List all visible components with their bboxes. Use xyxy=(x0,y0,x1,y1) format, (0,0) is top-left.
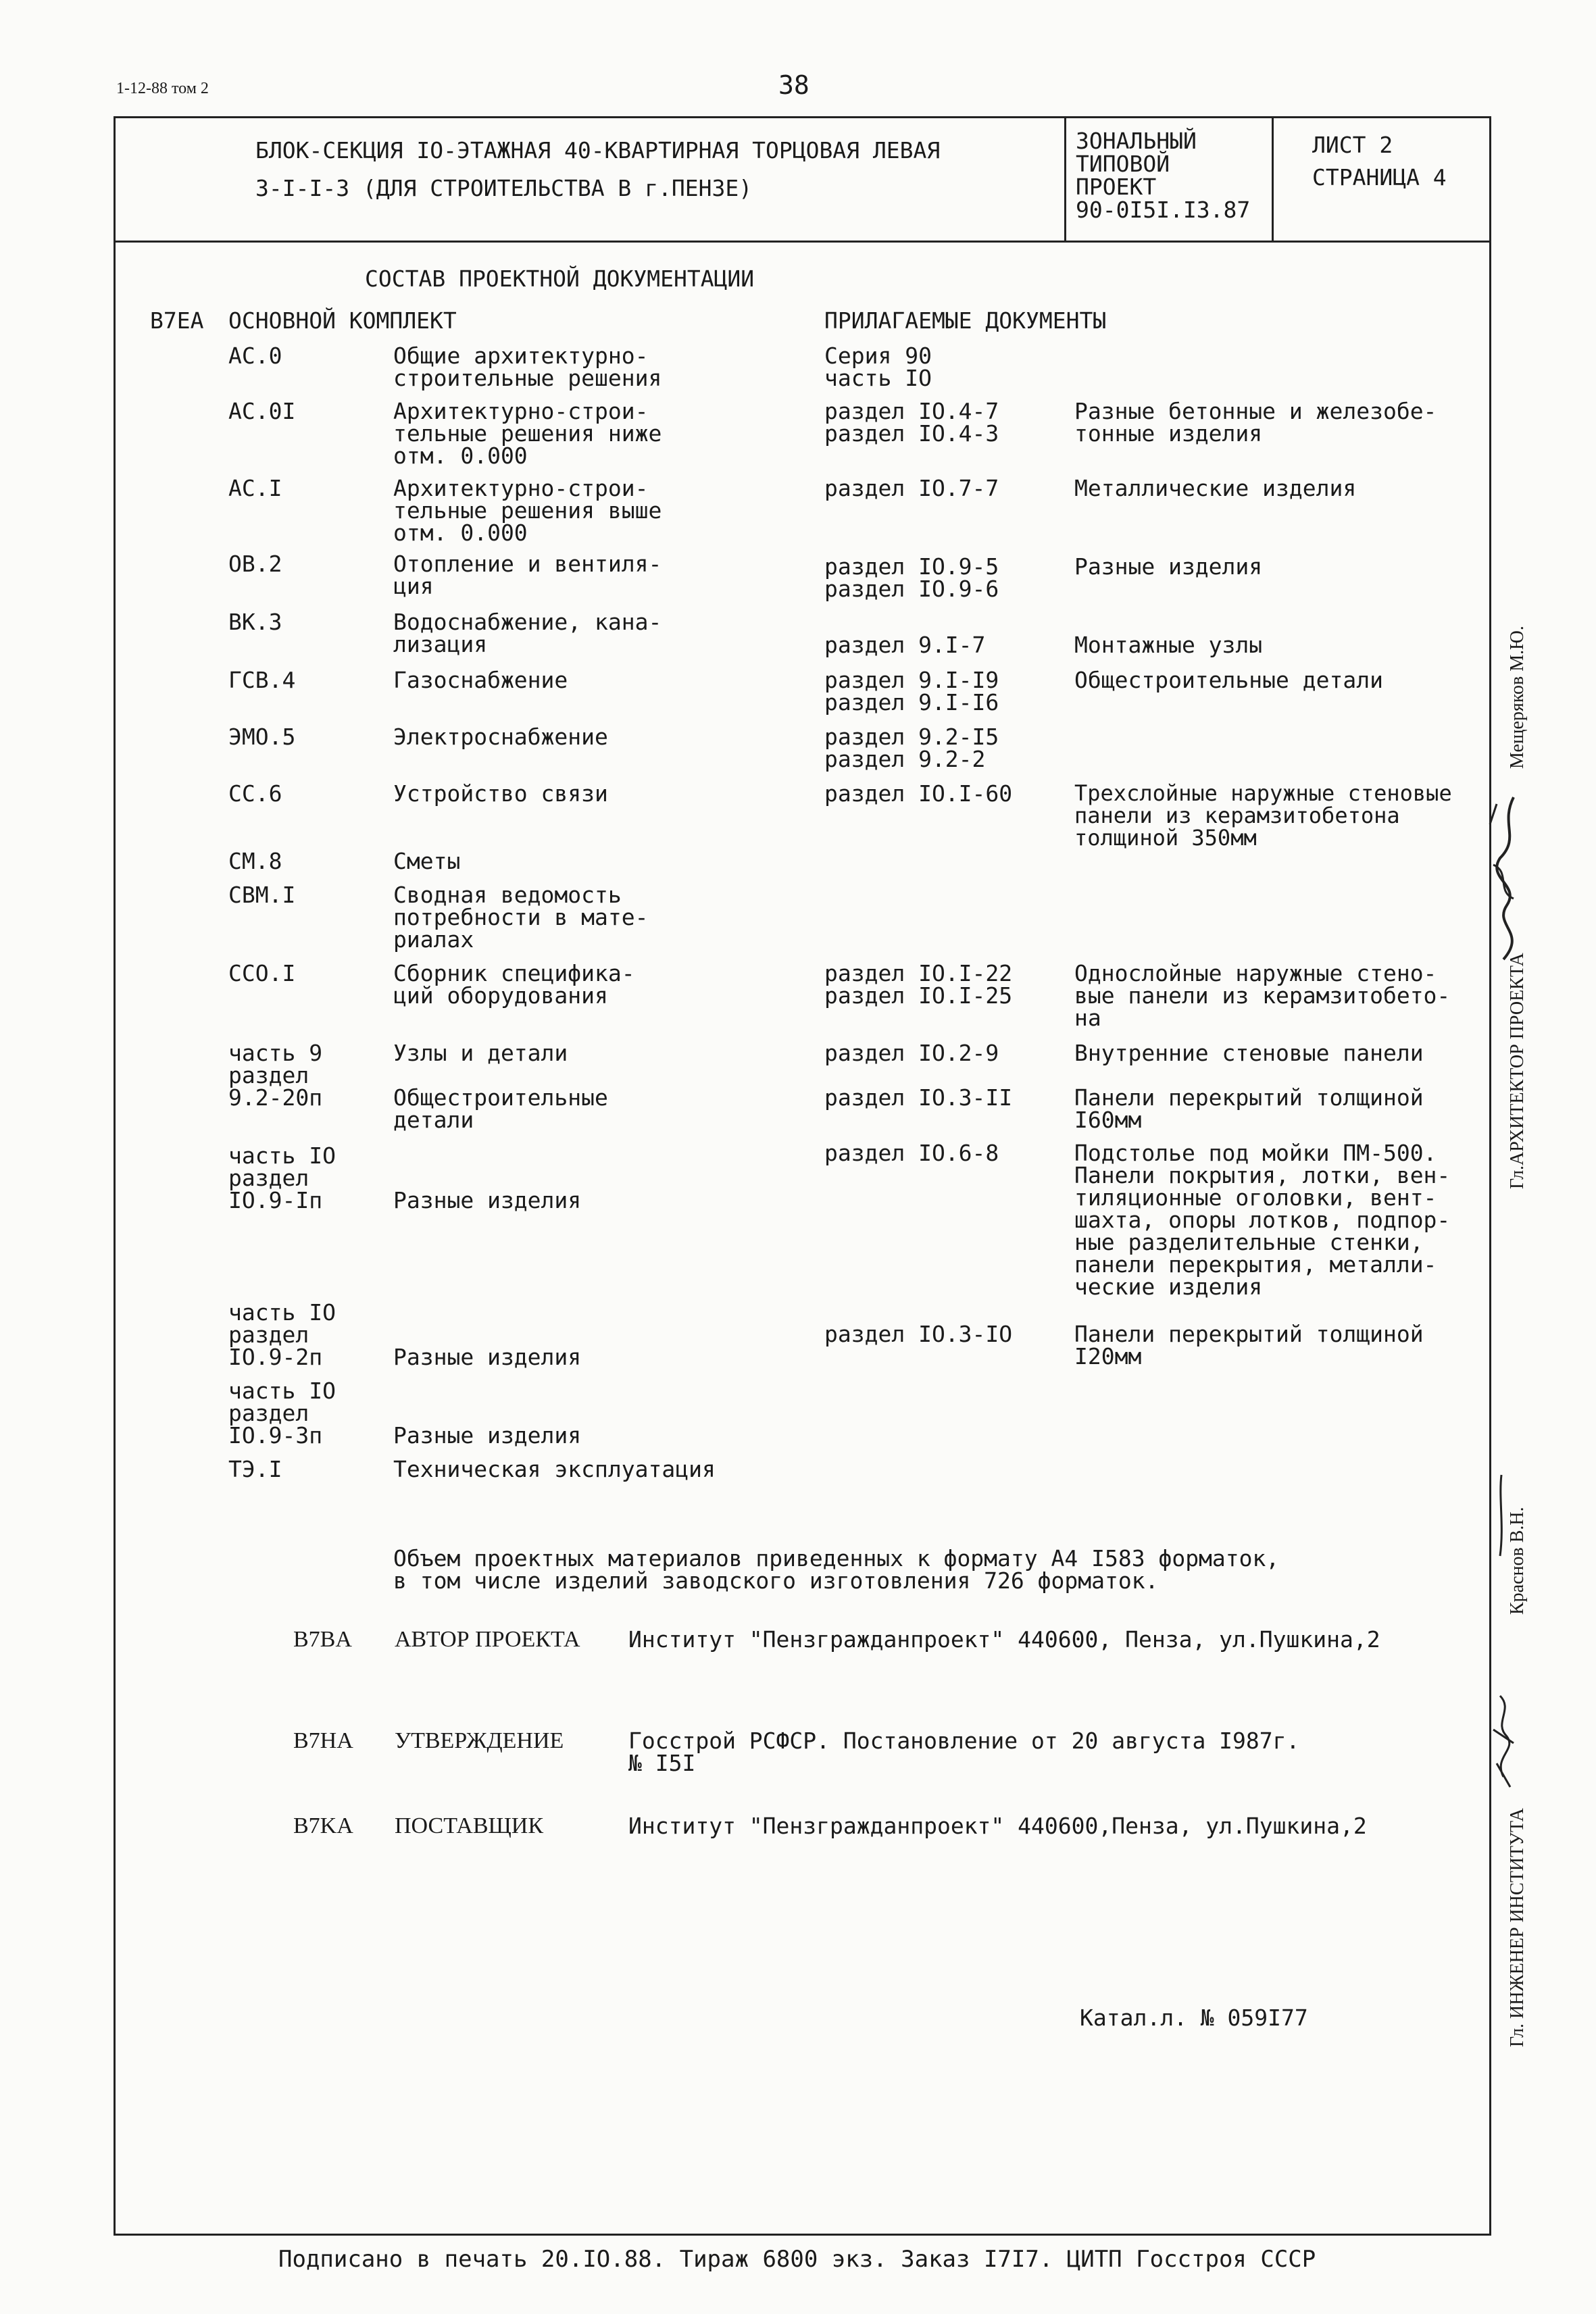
attached-ref: раздел 9.2-I5 раздел 9.2-2 xyxy=(824,724,999,772)
title-block-separator-1 xyxy=(1064,116,1066,242)
attached-desc: Монтажные узлы xyxy=(1074,632,1263,658)
architect-signature xyxy=(1473,784,1541,986)
chief-architect-name: Мещеряков М.Ю. xyxy=(1507,626,1528,769)
attached-desc: Панели перекрытий толщиной I60мм xyxy=(1074,1084,1424,1133)
main-set-code-item: OB.2 xyxy=(228,551,282,577)
main-set-name-item: Газоснабжение xyxy=(393,667,568,693)
main-set-code-item: ТЭ.I xyxy=(228,1456,282,1482)
supplier-code: B7KA xyxy=(293,1813,353,1838)
author-value: Институт "Пензгражданпроект" 440600, Пенза, ул.Пушкина,2 xyxy=(628,1626,1380,1653)
main-set-name-item: Электроснабжение xyxy=(393,724,608,750)
attached-desc: Металлические изделия xyxy=(1074,475,1357,501)
attached-docs-header: ПРИЛАГАЕМЫЕ ДОКУМЕНТЫ xyxy=(824,307,1107,334)
attached-ref: Серия 90 часть IO xyxy=(824,343,932,391)
attached-ref: раздел 9.I-7 xyxy=(824,632,986,658)
supplier-value: Институт "Пензгражданпроект" 440600,Пенза, ул.Пушкина,2 xyxy=(628,1813,1367,1839)
main-set-name-item: Устройство связи xyxy=(393,780,608,807)
main-set-name-item: Сводная ведомость потребности в мате- риалах xyxy=(393,882,649,953)
chief-engineer-name: Краснов В.Н. xyxy=(1507,1507,1528,1615)
main-set-name-item: Разные изделия xyxy=(393,1187,582,1213)
document-heading: СОСТАВ ПРОЕКТНОЙ ДОКУМЕНТАЦИИ xyxy=(365,266,755,292)
attached-desc: Однослойные наружные стено- вые панели из керамзитобето- на xyxy=(1074,960,1451,1031)
supplier-label: ПОСТАВЩИК xyxy=(395,1813,544,1838)
main-set-code-item: часть IO раздел IO.9-Iп xyxy=(228,1142,336,1213)
attached-desc: Общестроительные детали xyxy=(1074,667,1383,693)
author-code: B7BA xyxy=(293,1627,352,1652)
main-set-name-item: Техническая эксплуатация xyxy=(393,1456,716,1482)
main-set-name-item: Архитектурно-строи- тельные решения ниже отм. 0.000 xyxy=(393,398,662,469)
attached-desc: Разные бетонные и железобе- тонные изделия xyxy=(1074,398,1437,447)
title-block-divider xyxy=(114,241,1491,243)
author-label: АВТОР ПРОЕКТА xyxy=(395,1627,580,1652)
attached-desc: Панели перекрытий толщиной I20мм xyxy=(1074,1321,1424,1369)
main-set-name-item: Сборник специфика- ций оборудования xyxy=(393,960,635,1009)
attached-ref: раздел IO.9-5 раздел IO.9-6 xyxy=(824,553,999,602)
main-set-name-item: Общестроительные детали xyxy=(393,1084,608,1133)
main-set-code-item: часть 9 раздел 9.2-20п xyxy=(228,1040,323,1111)
main-set-name-item: Разные изделия xyxy=(393,1422,582,1449)
project-type: ЗОНАЛЬНЫЙ ТИПОВОЙ ПРОЕКТ 90-0I5I.I3.87 xyxy=(1076,128,1251,223)
main-set-code-item: CBM.I xyxy=(228,882,296,908)
approval-value: Госстрой РСФСР. Постановление от 20 августа I987г. № I5I xyxy=(628,1728,1300,1776)
main-set-code-item: AC.I xyxy=(228,475,282,501)
dash-mark xyxy=(1487,1472,1514,1559)
main-set-name-item: Сметы xyxy=(393,848,461,874)
attached-ref: раздел IO.I-22 раздел IO.I-25 xyxy=(824,960,1013,1009)
print-footer: Подписано в печать 20.IO.88. Тираж 6800 экз. Заказ I7I7. ЦИТП Госстроя СССР xyxy=(278,2246,1316,2273)
attached-desc: Трехслойные наружные стеновые панели из керамзитобетона толщиной 350мм xyxy=(1074,780,1452,851)
attached-ref: раздел IO.6-8 xyxy=(824,1140,999,1166)
title-block-separator-2 xyxy=(1272,116,1274,242)
main-set-name-item: Водоснабжение, кана- лизация xyxy=(393,609,662,657)
attached-ref: раздел IO.7-7 xyxy=(824,475,999,501)
main-set-code-item: BK.3 xyxy=(228,609,282,635)
attached-desc: Внутренние стеновые панели xyxy=(1074,1040,1424,1066)
engineer-signature xyxy=(1480,1689,1527,1797)
catalog-number: Катал.л. № 059I77 xyxy=(1080,2005,1308,2031)
sheet-number: ЛИСТ 2 xyxy=(1312,132,1393,158)
main-set-name-item: Отопление и вентиля- ция xyxy=(393,551,662,599)
main-set-name-item: Архитектурно-строи- тельные решения выше отм. 0.000 xyxy=(393,475,662,546)
volume-note: Объем проектных материалов приведенных к формату А4 I583 форматок, в том числе изделий заводского изготовления 726 форматок. xyxy=(393,1545,1280,1594)
main-set-code: B7EA xyxy=(150,307,204,334)
attached-desc: Подстолье под мойки ПМ-500. Панели покрытия, лотки, вен- тиляционные оголовки, вент- шахта, опоры лотков, подпор- ные разделительные стенки, панели перекрытия, металли- ческие изделия xyxy=(1074,1140,1451,1300)
main-set-code-item: CCO.I xyxy=(228,960,296,986)
chief-architect-label: Гл.АРХИТЕКТОР ПРОЕКТА xyxy=(1507,953,1528,1189)
main-set-code-item: ЭМО.5 xyxy=(228,724,296,750)
main-set-code-item: ГСВ.4 xyxy=(228,667,296,693)
attached-ref: раздел IO.3-IO xyxy=(824,1321,1013,1347)
page-number: 38 xyxy=(778,70,809,100)
main-set-code-item: часть IO раздел IO.9-2п xyxy=(228,1299,336,1370)
main-set-code-item: CC.6 xyxy=(228,780,282,807)
approval-label: УТВЕРЖДЕНИЕ xyxy=(395,1728,564,1753)
attached-ref: раздел IO.3-II xyxy=(824,1084,1013,1111)
attached-ref: раздел IO.I-60 xyxy=(824,780,1013,807)
series-reference: 1-12-88 том 2 xyxy=(116,80,209,97)
chief-engineer-label: Гл. ИНЖЕНЕР ИНСТИТУТА xyxy=(1507,1808,1528,2047)
main-set-name-item: Узлы и детали xyxy=(393,1040,568,1066)
main-set-name-item: Разные изделия xyxy=(393,1344,582,1370)
page-designation: СТРАНИЦА 4 xyxy=(1312,164,1447,191)
approval-code: B7HA xyxy=(293,1728,353,1753)
main-set-name-item: Общие архитектурно- строительные решения xyxy=(393,343,662,391)
title-line-2: 3-I-I-3 (ДЛЯ СТРОИТЕЛЬСТВА В г.ПЕНЗЕ) xyxy=(255,175,753,201)
main-set-code-item: часть IO раздел IO.9-3п xyxy=(228,1378,336,1449)
attached-ref: раздел IO.4-7 раздел IO.4-3 xyxy=(824,398,999,447)
main-set-code-item: CM.8 xyxy=(228,848,282,874)
main-set-code-item: AC.0I xyxy=(228,398,296,424)
attached-ref: раздел IO.2-9 xyxy=(824,1040,999,1066)
attached-ref: раздел 9.I-I9 раздел 9.I-I6 xyxy=(824,667,999,715)
main-set-code-item: AC.0 xyxy=(228,343,282,369)
title-line-1: БЛОК-СЕКЦИЯ IO-ЭТАЖНАЯ 40-КВАРТИРНАЯ ТОРЦОВАЯ ЛЕВАЯ xyxy=(255,137,941,164)
main-set-header: ОСНОВНОЙ КОМПЛЕКТ xyxy=(228,307,457,334)
attached-desc: Разные изделия xyxy=(1074,553,1263,580)
